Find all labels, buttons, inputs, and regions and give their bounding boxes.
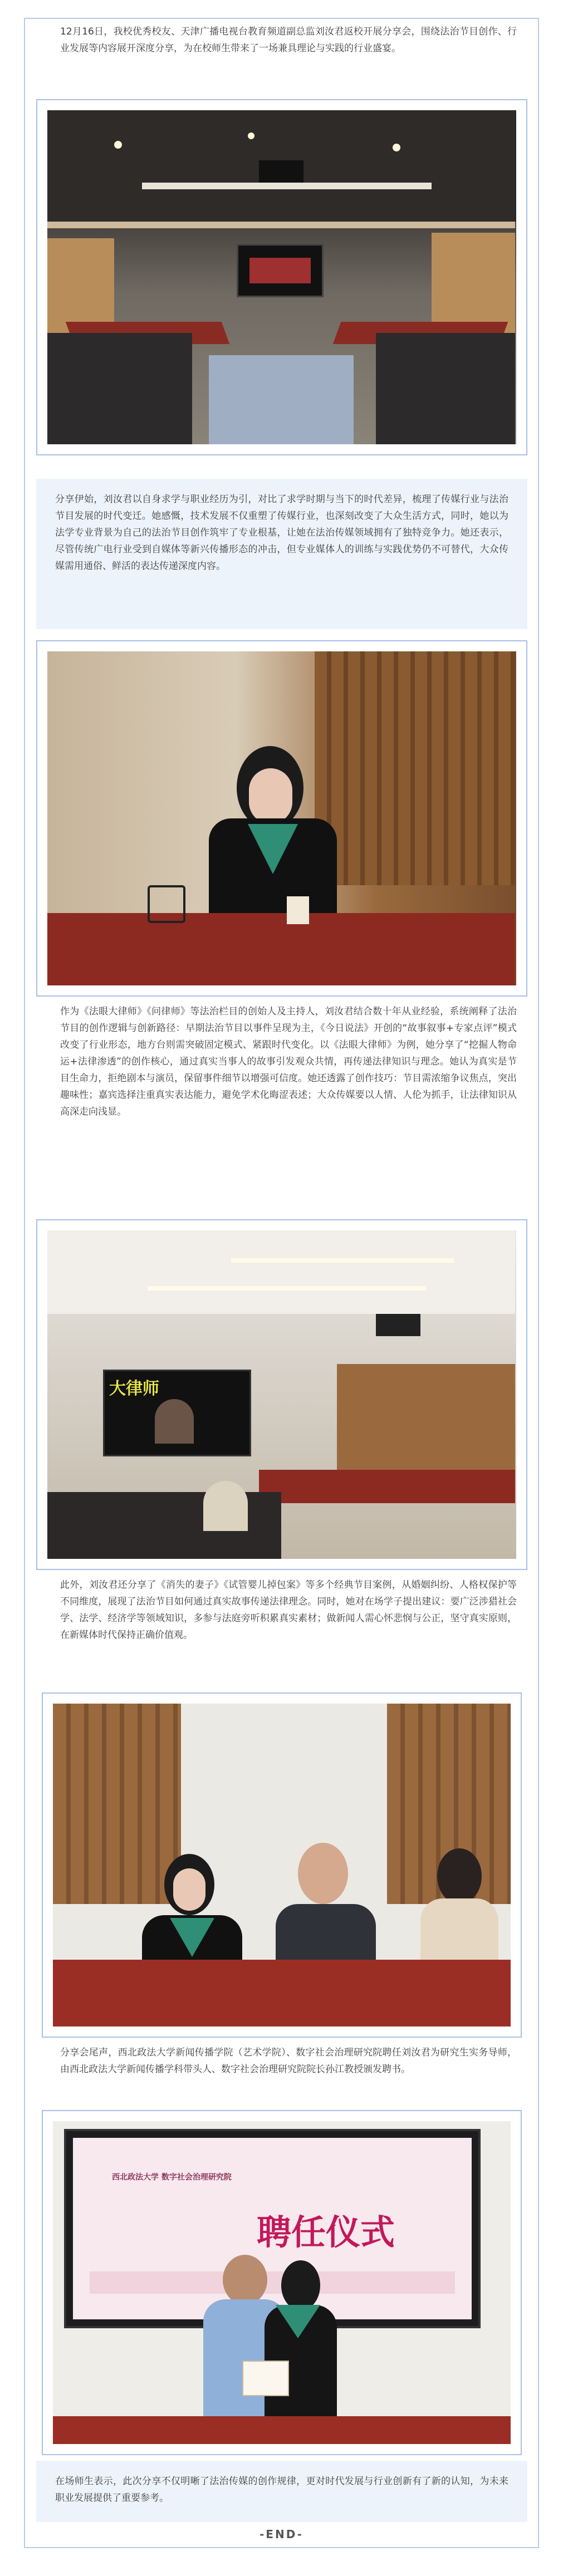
case-paragraph: 此外，刘汝君还分享了《消失的妻子》《试管婴儿掉包案》等多个经典节目案例，从婚姻纠纷、人格权保护等不同维度，展现了法治节目如何通过真实故事传递法律理念。同时，她对在场学子提出建议：要广泛涉猎社会学、法学、经济学等领域知识，多参与法庭旁听积累真实素材；做新闻人需心怀悲悯与公正，坚守真实原则，在新媒体时代保持正确价值观。	[60, 1579, 517, 1641]
ceremony-screen-title: 聘任仪式	[257, 2212, 395, 2253]
photo-audience-screen	[36, 1219, 527, 1570]
appointment-paragraph: 分享会尾声，西北政法大学新闻传播学院（艺术学院）、数字社会治理研究院聘任刘汝君为研究生实务导师，由西北政法大学新闻传播学科带头人、数字社会治理研究院院长孙江教授颁发聘书。	[60, 2047, 517, 2075]
end-mark: -END-	[260, 2528, 303, 2541]
intro-paragraph: 12月16日，我校优秀校友、天津广播电视台教育频道副总监刘汝君返校开展分享会，围绕法治节目创作、行业发展等内容展开深度分享，为在校师生带来了一场兼具理论与实践的行业盛宴。	[60, 26, 517, 54]
closing-paragraph: 在场师生表示，此次分享不仅明晰了法治传媒的创作规律，更对时代发展与行业创新有了新的认知，为未来职业发展提供了重要参考。	[36, 2461, 527, 2522]
opening-paragraph: 分享伊始，刘汝君以自身求学与职业经历为引，对比了求学时期与当下的时代差异，梳理了传媒行业与法治节目发展的时代变迁。她感慨，技术发展不仅重塑了传媒行业，也深刻改变了大众生活方式，同时，她以为法学专业背景为自己的法治节目创作筑牢了专业根基，让她在法治传媒领域拥有了独特竞争力。她还表示，尽管传统广电行业受到自媒体等新兴传播形态的冲击，但专业媒体人的训练与实践优势仍不可替代，大众传媒需用通俗、鲜活的表达传递深度内容。	[36, 479, 527, 629]
photo-auditorium-wide	[36, 99, 527, 455]
tv-show-title: 大律师	[109, 1379, 159, 1399]
creation-paragraph: 作为《法眼大律师》《问律师》等法治栏目的创始人及主持人，刘汝君结合数十年从业经验，系统阐释了法治节目的创作逻辑与创新路径：早期法治节目以事件呈现为主，《今日说法》开创的“故事叙事+专家点评”模式改变了行业形态，地方台则需突破固定模式、紧跟时代变化。以《法眼大律师》为例，她分享了“挖掘人物命运+法律渗透”的创作核心，通过真实当事人的故事引发观众共情，再传递法律知识与理念。她认为真实是节目生命力，拒绝剧本与演员，保留事件细节以增强可信度。她还透露了创作技巧：节目需浓缩争议焦点，突出趣味性；嘉宾选择注重真实表达能力，避免学术化晦涩表述；大众传媒要以人情、人伦为抓手，让法律知识从高深走向浅显。	[60, 1006, 517, 1117]
ceremony-banner-text: 西北政法大学 数字社会治理研究院	[112, 2173, 232, 2182]
photo-ceremony	[42, 2110, 522, 2455]
photo-panel-guests	[42, 1692, 522, 2038]
photo-speaker	[36, 640, 527, 997]
